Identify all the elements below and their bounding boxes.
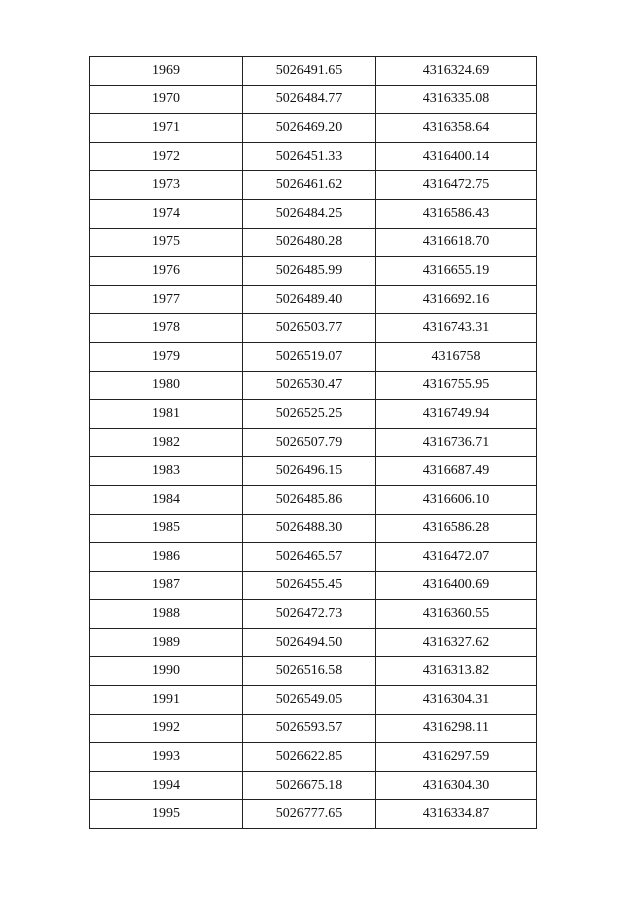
- y-coordinate-cell: 4316586.28: [376, 514, 537, 543]
- x-coordinate-cell: 5026484.77: [243, 85, 376, 114]
- table-row: [90, 85, 537, 114]
- x-coordinate-cell: 5026488.30: [243, 514, 376, 543]
- x-coordinate-cell: 5026516.58: [243, 657, 376, 686]
- x-coordinate-cell: 5026549.05: [243, 686, 376, 715]
- point-id-cell: 1994: [90, 771, 243, 800]
- table-row: [90, 714, 537, 743]
- table-row: [90, 228, 537, 257]
- x-coordinate-cell: 5026455.45: [243, 571, 376, 600]
- table-row: [90, 142, 537, 171]
- y-coordinate-cell: 4316324.69: [376, 57, 537, 86]
- table-row: [90, 285, 537, 314]
- x-coordinate-cell: 5026480.28: [243, 228, 376, 257]
- table-row: [90, 114, 537, 143]
- x-coordinate-cell: 5026491.65: [243, 57, 376, 86]
- y-coordinate-cell: 4316755.95: [376, 371, 537, 400]
- point-id-cell: 1983: [90, 457, 243, 486]
- y-coordinate-cell: 4316692.16: [376, 285, 537, 314]
- table-row: [90, 57, 537, 86]
- point-id-cell: 1969: [90, 57, 243, 86]
- point-id-cell: 1991: [90, 686, 243, 715]
- table-row: [90, 743, 537, 772]
- y-coordinate-cell: 4316327.62: [376, 628, 537, 657]
- point-id-cell: 1984: [90, 485, 243, 514]
- x-coordinate-cell: 5026519.07: [243, 342, 376, 371]
- x-coordinate-cell: 5026777.65: [243, 800, 376, 829]
- y-coordinate-cell: 4316335.08: [376, 85, 537, 114]
- point-id-cell: 1995: [90, 800, 243, 829]
- table-row: [90, 514, 537, 543]
- y-coordinate-cell: 4316297.59: [376, 743, 537, 772]
- point-id-cell: 1975: [90, 228, 243, 257]
- y-coordinate-cell: 4316586.43: [376, 199, 537, 228]
- point-id-cell: 1978: [90, 314, 243, 343]
- x-coordinate-cell: 5026622.85: [243, 743, 376, 772]
- table-row: [90, 171, 537, 200]
- table-row: [90, 543, 537, 572]
- point-id-cell: 1990: [90, 657, 243, 686]
- x-coordinate-cell: 5026507.79: [243, 428, 376, 457]
- y-coordinate-cell: 4316313.82: [376, 657, 537, 686]
- y-coordinate-cell: 4316472.07: [376, 543, 537, 572]
- x-coordinate-cell: 5026530.47: [243, 371, 376, 400]
- point-id-cell: 1992: [90, 714, 243, 743]
- table-row: [90, 657, 537, 686]
- table-row: [90, 342, 537, 371]
- point-id-cell: 1987: [90, 571, 243, 600]
- x-coordinate-cell: 5026494.50: [243, 628, 376, 657]
- table-row: [90, 600, 537, 629]
- y-coordinate-cell: 4316400.69: [376, 571, 537, 600]
- y-coordinate-cell: 4316618.70: [376, 228, 537, 257]
- point-id-cell: 1985: [90, 514, 243, 543]
- table-row: [90, 800, 537, 829]
- table-row: [90, 371, 537, 400]
- y-coordinate-cell: 4316304.30: [376, 771, 537, 800]
- x-coordinate-cell: 5026451.33: [243, 142, 376, 171]
- point-id-cell: 1972: [90, 142, 243, 171]
- point-id-cell: 1986: [90, 543, 243, 572]
- table-row: [90, 686, 537, 715]
- y-coordinate-cell: 4316743.31: [376, 314, 537, 343]
- coordinate-table: [89, 56, 537, 829]
- y-coordinate-cell: 4316606.10: [376, 485, 537, 514]
- x-coordinate-cell: 5026469.20: [243, 114, 376, 143]
- point-id-cell: 1971: [90, 114, 243, 143]
- x-coordinate-cell: 5026472.73: [243, 600, 376, 629]
- y-coordinate-cell: 4316472.75: [376, 171, 537, 200]
- y-coordinate-cell: 4316655.19: [376, 257, 537, 286]
- point-id-cell: 1973: [90, 171, 243, 200]
- point-id-cell: 1981: [90, 400, 243, 429]
- x-coordinate-cell: 5026485.86: [243, 485, 376, 514]
- point-id-cell: 1977: [90, 285, 243, 314]
- x-coordinate-cell: 5026485.99: [243, 257, 376, 286]
- y-coordinate-cell: 4316298.11: [376, 714, 537, 743]
- x-coordinate-cell: 5026496.15: [243, 457, 376, 486]
- table-row: [90, 771, 537, 800]
- table-row: [90, 199, 537, 228]
- point-id-cell: 1976: [90, 257, 243, 286]
- x-coordinate-cell: 5026525.25: [243, 400, 376, 429]
- x-coordinate-cell: 5026675.18: [243, 771, 376, 800]
- point-id-cell: 1974: [90, 199, 243, 228]
- point-id-cell: 1993: [90, 743, 243, 772]
- x-coordinate-cell: 5026465.57: [243, 543, 376, 572]
- point-id-cell: 1970: [90, 85, 243, 114]
- table-row: [90, 457, 537, 486]
- table-row: [90, 257, 537, 286]
- x-coordinate-cell: 5026461.62: [243, 171, 376, 200]
- table-row: [90, 485, 537, 514]
- coordinate-table-body: [90, 57, 537, 829]
- table-row: [90, 314, 537, 343]
- y-coordinate-cell: 4316400.14: [376, 142, 537, 171]
- y-coordinate-cell: 4316687.49: [376, 457, 537, 486]
- point-id-cell: 1979: [90, 342, 243, 371]
- table-row: [90, 428, 537, 457]
- x-coordinate-cell: 5026489.40: [243, 285, 376, 314]
- y-coordinate-cell: 4316749.94: [376, 400, 537, 429]
- table-row: [90, 400, 537, 429]
- table-row: [90, 571, 537, 600]
- point-id-cell: 1980: [90, 371, 243, 400]
- y-coordinate-cell: 4316304.31: [376, 686, 537, 715]
- y-coordinate-cell: 4316358.64: [376, 114, 537, 143]
- y-coordinate-cell: 4316360.55: [376, 600, 537, 629]
- y-coordinate-cell: 4316334.87: [376, 800, 537, 829]
- y-coordinate-cell: 4316758: [376, 342, 537, 371]
- x-coordinate-cell: 5026503.77: [243, 314, 376, 343]
- point-id-cell: 1989: [90, 628, 243, 657]
- point-id-cell: 1982: [90, 428, 243, 457]
- table-row: [90, 628, 537, 657]
- x-coordinate-cell: 5026593.57: [243, 714, 376, 743]
- y-coordinate-cell: 4316736.71: [376, 428, 537, 457]
- x-coordinate-cell: 5026484.25: [243, 199, 376, 228]
- point-id-cell: 1988: [90, 600, 243, 629]
